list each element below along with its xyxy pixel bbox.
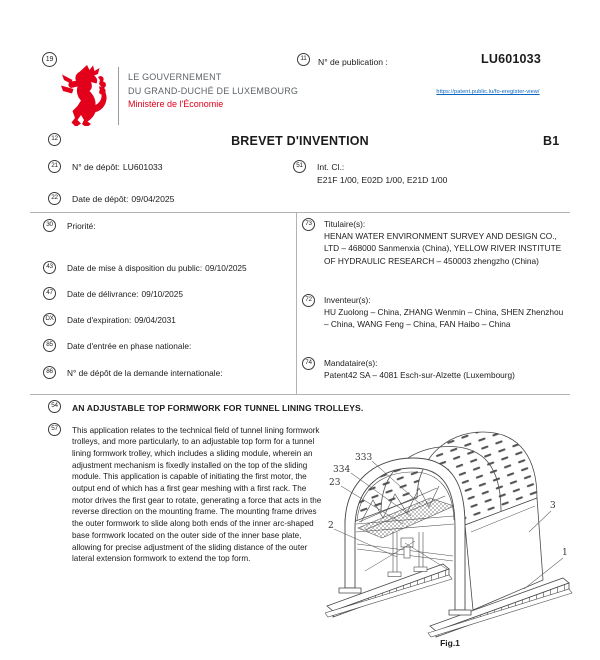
inid-code-86: 86	[43, 366, 56, 379]
delivrance-label: Date de délivrance:	[67, 288, 139, 299]
phase-nationale-label: Date d'entrée en phase nationale:	[67, 340, 192, 351]
field-demande-internationale	[43, 366, 226, 379]
field-mandataire	[302, 357, 570, 381]
table-top-rule	[30, 212, 570, 213]
document-type-title: BREVET D'INVENTION	[231, 134, 369, 148]
inid-code-47: 47	[43, 287, 56, 300]
mandataire-label: Mandataire(s):	[324, 358, 378, 368]
abstract-text: This application relates to the technical field of tunnel lining formwork trolleys, and more particularly, to an adjustable top form for a tunnel lining formwork trolley, which includes a sliding module, wherein an adjustment mechanism is fixedly installed on the top of the sliding module. This application is capable of initiating the first motor, the output end of which has a first gear meshing with a first rack. The motor drives the first gear to rotate, generating a force that acts in the reverse direction on the mounting frame. The mounting frame drives the outer formwork to slide along both ends of the inner arc-shaped base formwork located on the outer side of the inner base plate, allowing for precise adjustment of the sliding distance of the outer lateral extension formwork to extend the top form.	[72, 425, 322, 564]
expiration-value: 09/04/2031	[134, 314, 176, 325]
inid-code-85: 85	[43, 339, 56, 352]
figure-caption: Fig.1	[440, 638, 460, 648]
figure-ref-23: 23	[329, 478, 341, 488]
field-phase-nationale	[43, 339, 194, 352]
publication-number: LU601033	[481, 52, 541, 66]
inid-code-22: 22	[48, 192, 61, 205]
depot-text	[72, 160, 163, 172]
inid-code-12: 12	[48, 133, 61, 146]
inid-code-dx: DX	[43, 313, 56, 326]
logo-divider	[118, 67, 119, 125]
inid-code-30: 30	[43, 219, 56, 232]
gov-line-2: DU GRAND-DUCHÉ DE LUXEMBOURG	[128, 85, 299, 96]
figure-1-drawing	[325, 420, 590, 638]
publication-label: N° de publication :	[318, 57, 388, 67]
inid-code-43: 43	[43, 261, 56, 274]
right-foot	[449, 610, 471, 615]
inid-code-51: 51	[293, 160, 306, 173]
field-delivrance	[43, 287, 183, 300]
figure-ref-1: 1	[562, 548, 568, 558]
field-expiration	[43, 313, 176, 326]
date-depot-text	[72, 192, 174, 204]
priorite-label: Priorité:	[67, 220, 96, 231]
inid-code-72: 72	[302, 294, 315, 307]
field-depot	[48, 160, 163, 173]
inid-code-21: 21	[48, 160, 61, 173]
inid-code-73: 73	[302, 218, 315, 231]
titulaire-text: HENAN WATER ENVIRONMENT SURVEY AND DESIGN CO., LTD – 468000 Sanmenxia (China), YELLOW RIVER INSTITUTE OF HYDRAULIC RESEARCH – 450003 zhengzho (China)	[324, 231, 562, 266]
figure-ref-2: 2	[328, 521, 334, 531]
inid-code-74: 74	[302, 357, 315, 370]
ministry-line: Ministère de l'Économie	[128, 99, 224, 109]
delivrance-value: 09/10/2025	[141, 288, 184, 299]
left-foot	[339, 588, 361, 593]
luxembourg-lion-emblem	[60, 64, 110, 126]
figure-ref-334: 334	[333, 465, 351, 475]
table-column-rule	[296, 212, 297, 394]
inid-code-57: 57	[48, 423, 61, 436]
eregister-link[interactable]: https://patent.public.lu/fo-eregister-view/	[436, 89, 540, 95]
int-cl-label: Int. Cl.:	[317, 162, 345, 172]
gov-line-1: LE GOUVERNEMENT	[128, 72, 222, 82]
field-inventeur	[302, 294, 570, 331]
field-priorite	[43, 219, 99, 232]
date-depot-label: Date de dépôt:	[72, 194, 129, 204]
field-public-date	[43, 261, 247, 274]
figure-ref-3: 3	[550, 501, 556, 511]
kind-code: B1	[543, 134, 560, 148]
inid-code-11: 11	[297, 53, 310, 66]
field-titulaire	[302, 218, 570, 267]
table-bottom-rule	[30, 394, 570, 395]
figure-ref-333: 333	[355, 453, 373, 463]
inventeur-text: HU Zuolong – China, ZHANG Wenmin – China, SHEN Zhenzhou – China, WANG Feng – China, FAN Haibo – China	[324, 307, 564, 330]
int-cl-value: E21F 1/00, E02D 1/00, E21D 1/00	[317, 174, 448, 185]
inid-code-19: 19	[42, 52, 57, 67]
abstract-row	[48, 423, 328, 565]
titulaire-label: Titulaire(s):	[324, 219, 366, 229]
government-wordmark	[128, 71, 298, 112]
inventeur-label: Inventeur(s):	[324, 295, 371, 305]
expiration-label: Date d'expiration:	[67, 314, 132, 325]
invention-title-row	[48, 400, 363, 413]
public-date-label: Date de mise à disposition du public:	[67, 262, 203, 273]
depot-value: LU601033	[122, 162, 163, 172]
field-int-cl	[293, 160, 447, 185]
date-depot-value: 09/04/2025	[131, 194, 175, 204]
public-date-value: 09/10/2025	[205, 262, 247, 273]
demande-internationale-label: N° de dépôt de la demande internationale:	[67, 367, 223, 378]
invention-title: AN ADJUSTABLE TOP FORMWORK FOR TUNNEL LINING TROLLEYS.	[72, 402, 364, 413]
inid-code-54: 54	[48, 400, 61, 413]
field-date-depot	[48, 192, 174, 205]
depot-label: N° de dépôt:	[72, 162, 120, 172]
mandataire-text: Patent42 SA – 4081 Esch-sur-Alzette (Luxembourg)	[324, 370, 515, 381]
